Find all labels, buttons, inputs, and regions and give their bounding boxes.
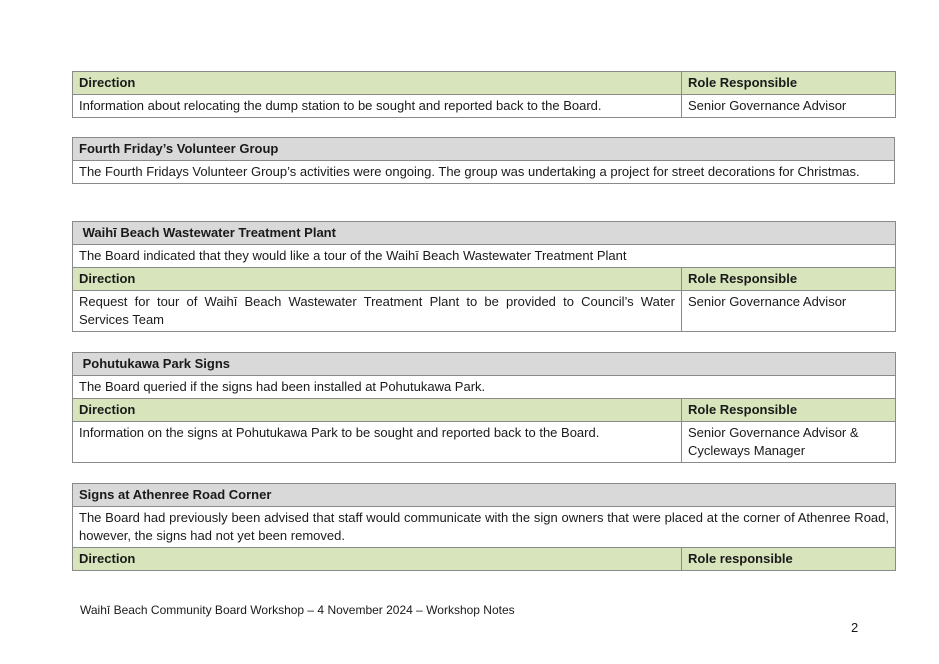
- athenree-signs-table: [72, 483, 896, 571]
- section-body: The Board indicated that they would like a tour of the Waihī Beach Wastewater Treatment Plant: [73, 245, 896, 268]
- role-header: Role Responsible: [682, 72, 896, 95]
- role-header: Role Responsible: [682, 268, 896, 291]
- role-header: Role Responsible: [682, 399, 896, 422]
- section-title: Waihī Beach Wastewater Treatment Plant: [73, 222, 896, 245]
- volunteer-group-table: [72, 137, 895, 184]
- section-title: Signs at Athenree Road Corner: [73, 484, 896, 507]
- role-cell: Senior Governance Advisor: [682, 291, 896, 332]
- direction-header: Direction: [73, 268, 682, 291]
- section-body: The Fourth Fridays Volunteer Group’s activities were ongoing. The group was undertaking a project for street decorations for Christmas.: [73, 161, 895, 184]
- direction-cell: Information on the signs at Pohutukawa Park to be sought and reported back to the Board.: [73, 422, 682, 463]
- direction-header: Direction: [73, 548, 682, 571]
- pohutukawa-signs-table: [72, 352, 896, 463]
- dump-station-direction-table: [72, 71, 896, 118]
- section-body: The Board had previously been advised that staff would communicate with the sign owners that were placed at the corner of Athenree Road, however, the signs had not yet been removed.: [73, 507, 896, 548]
- direction-header: Direction: [73, 399, 682, 422]
- section-title: Fourth Friday’s Volunteer Group: [73, 138, 895, 161]
- page-number: 2: [851, 620, 859, 635]
- role-cell: Senior Governance Advisor & Cycleways Manager: [682, 422, 896, 463]
- page-footer: Waihī Beach Community Board Workshop – 4 November 2024 – Workshop Notes: [80, 603, 515, 617]
- direction-cell: Information about relocating the dump station to be sought and reported back to the Board.: [73, 95, 682, 118]
- section-body: The Board queried if the signs had been installed at Pohutukawa Park.: [73, 376, 896, 399]
- role-cell: Senior Governance Advisor: [682, 95, 896, 118]
- section-title: Pohutukawa Park Signs: [73, 353, 896, 376]
- role-header: Role responsible: [682, 548, 896, 571]
- direction-cell: Request for tour of Waihī Beach Wastewater Treatment Plant to be provided to Council’s Water Services Team: [73, 291, 682, 332]
- direction-header: Direction: [73, 72, 682, 95]
- wastewater-plant-table: [72, 221, 896, 332]
